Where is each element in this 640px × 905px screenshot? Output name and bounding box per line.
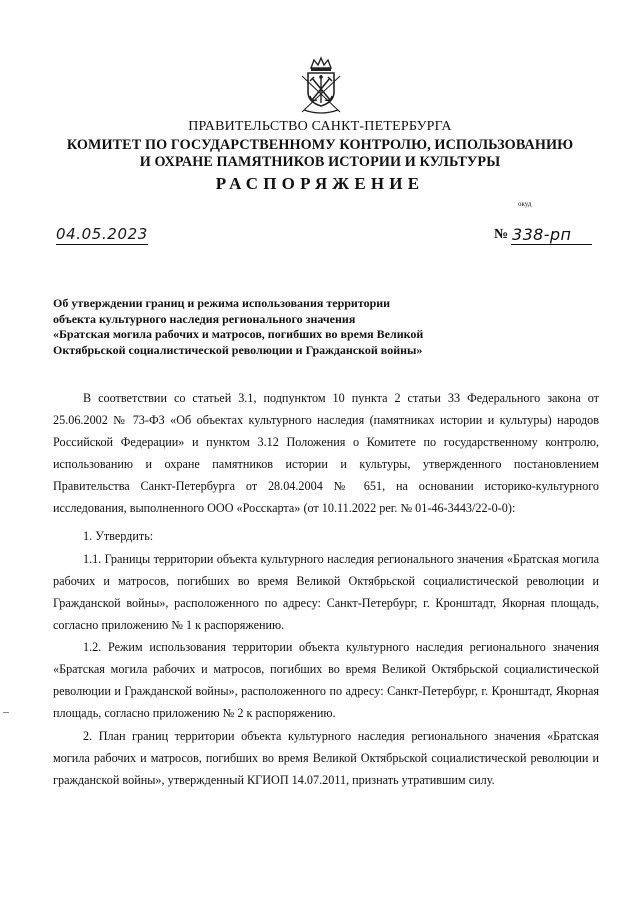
number-sign: №	[494, 227, 509, 242]
item-1-1-text: 1.1. Границы территории объекта культурного наследия регионального значения «Братская могила рабочих и матросов, погибших во время Великой Октябрьской социалистической революции и Гражданской войны», расположенного по адресу: Санкт-Петербург, г. Кронштадт, Якорная площадь, согласно приложению № 1 к распоряжению.	[53, 552, 599, 632]
document-date: 04.05.2023	[56, 225, 148, 243]
committee-name-line-1: КОМИТЕТ ПО ГОСУДАРСТВЕННОМУ КОНТРОЛЮ, ИСПОЛЬЗОВАНИЮ	[66, 137, 574, 153]
document-title	[53, 296, 483, 358]
committee-name-line-2: И ОХРАНЕ ПАМЯТНИКОВ ИСТОРИИ И КУЛЬТУРЫ	[139, 154, 501, 170]
government-name: ПРАВИТЕЛЬСТВО САНКТ-ПЕТЕРБУРГА	[188, 119, 452, 134]
document-type: РАСПОРЯЖЕНИЕ	[215, 174, 425, 193]
item-1-2-paragraph	[53, 636, 599, 724]
margin-mark	[3, 712, 9, 713]
document-date-field	[56, 224, 148, 246]
title-line: «Братская могила рабочих и матросов, погибших во время Великой	[53, 327, 424, 341]
item-1-text: 1. Утвердить:	[83, 529, 154, 543]
saint-petersburg-coat-of-arms-icon	[296, 56, 346, 116]
title-line: объекта культурного наследия регионального значения	[53, 311, 356, 326]
item-1-paragraph	[53, 525, 599, 547]
item-1-2-text: 1.2. Режим использования территории объекта культурного наследия регионального значения «Братская могила рабочих и матросов, погибших во время Великой Октябрьской социалистической революции и Гражданской войны», расположенного по адресу: Санкт-Петербург, г. Кронштадт, Якорная площадь, согласно приложению № 2 к распоряжению.	[53, 640, 599, 720]
item-2-text: 2. План границ территории объекта культурного наследия регионального значения «Братская могила рабочих и матросов, погибших во время Великой Октябрьской социалистической революции и гражданской войны», утвержденный КГИОП 14.07.2011, признать утратившим силу.	[53, 729, 599, 787]
number-underline	[511, 244, 592, 245]
item-2-paragraph	[53, 725, 599, 791]
preamble-paragraph	[53, 387, 599, 519]
document-number-field	[494, 222, 592, 246]
okud-label: окуд	[518, 200, 532, 208]
date-underline	[56, 244, 148, 245]
title-line: Октябрьской социалистической революции и Гражданской войны»	[53, 342, 423, 357]
title-line: Об утверждении границ и режима использования территории	[53, 296, 391, 310]
item-1-1-paragraph	[53, 548, 599, 636]
document-number: 338-рп	[512, 225, 572, 244]
preamble-text: В соответствии со статьей 3.1, подпунктом 10 пункта 2 статьи 33 Федерального закона от 25.06.2002 № 73-ФЗ «Об объектах культурного наследия (памятниках истории и культуры) народов Российской Федерации» и пунктом 3.12 Положения о Комитете по государственному контролю, использованию и охране памятников истории и культуры, утвержденного постановлением Правительства Санкт-Петербурга от 28.04.2004 № 651, на основании историко-культурного исследования, выполненного ООО «Росскарта» (от 10.11.2022 рег. № 01-46-3443/22-0-0):	[53, 391, 599, 515]
